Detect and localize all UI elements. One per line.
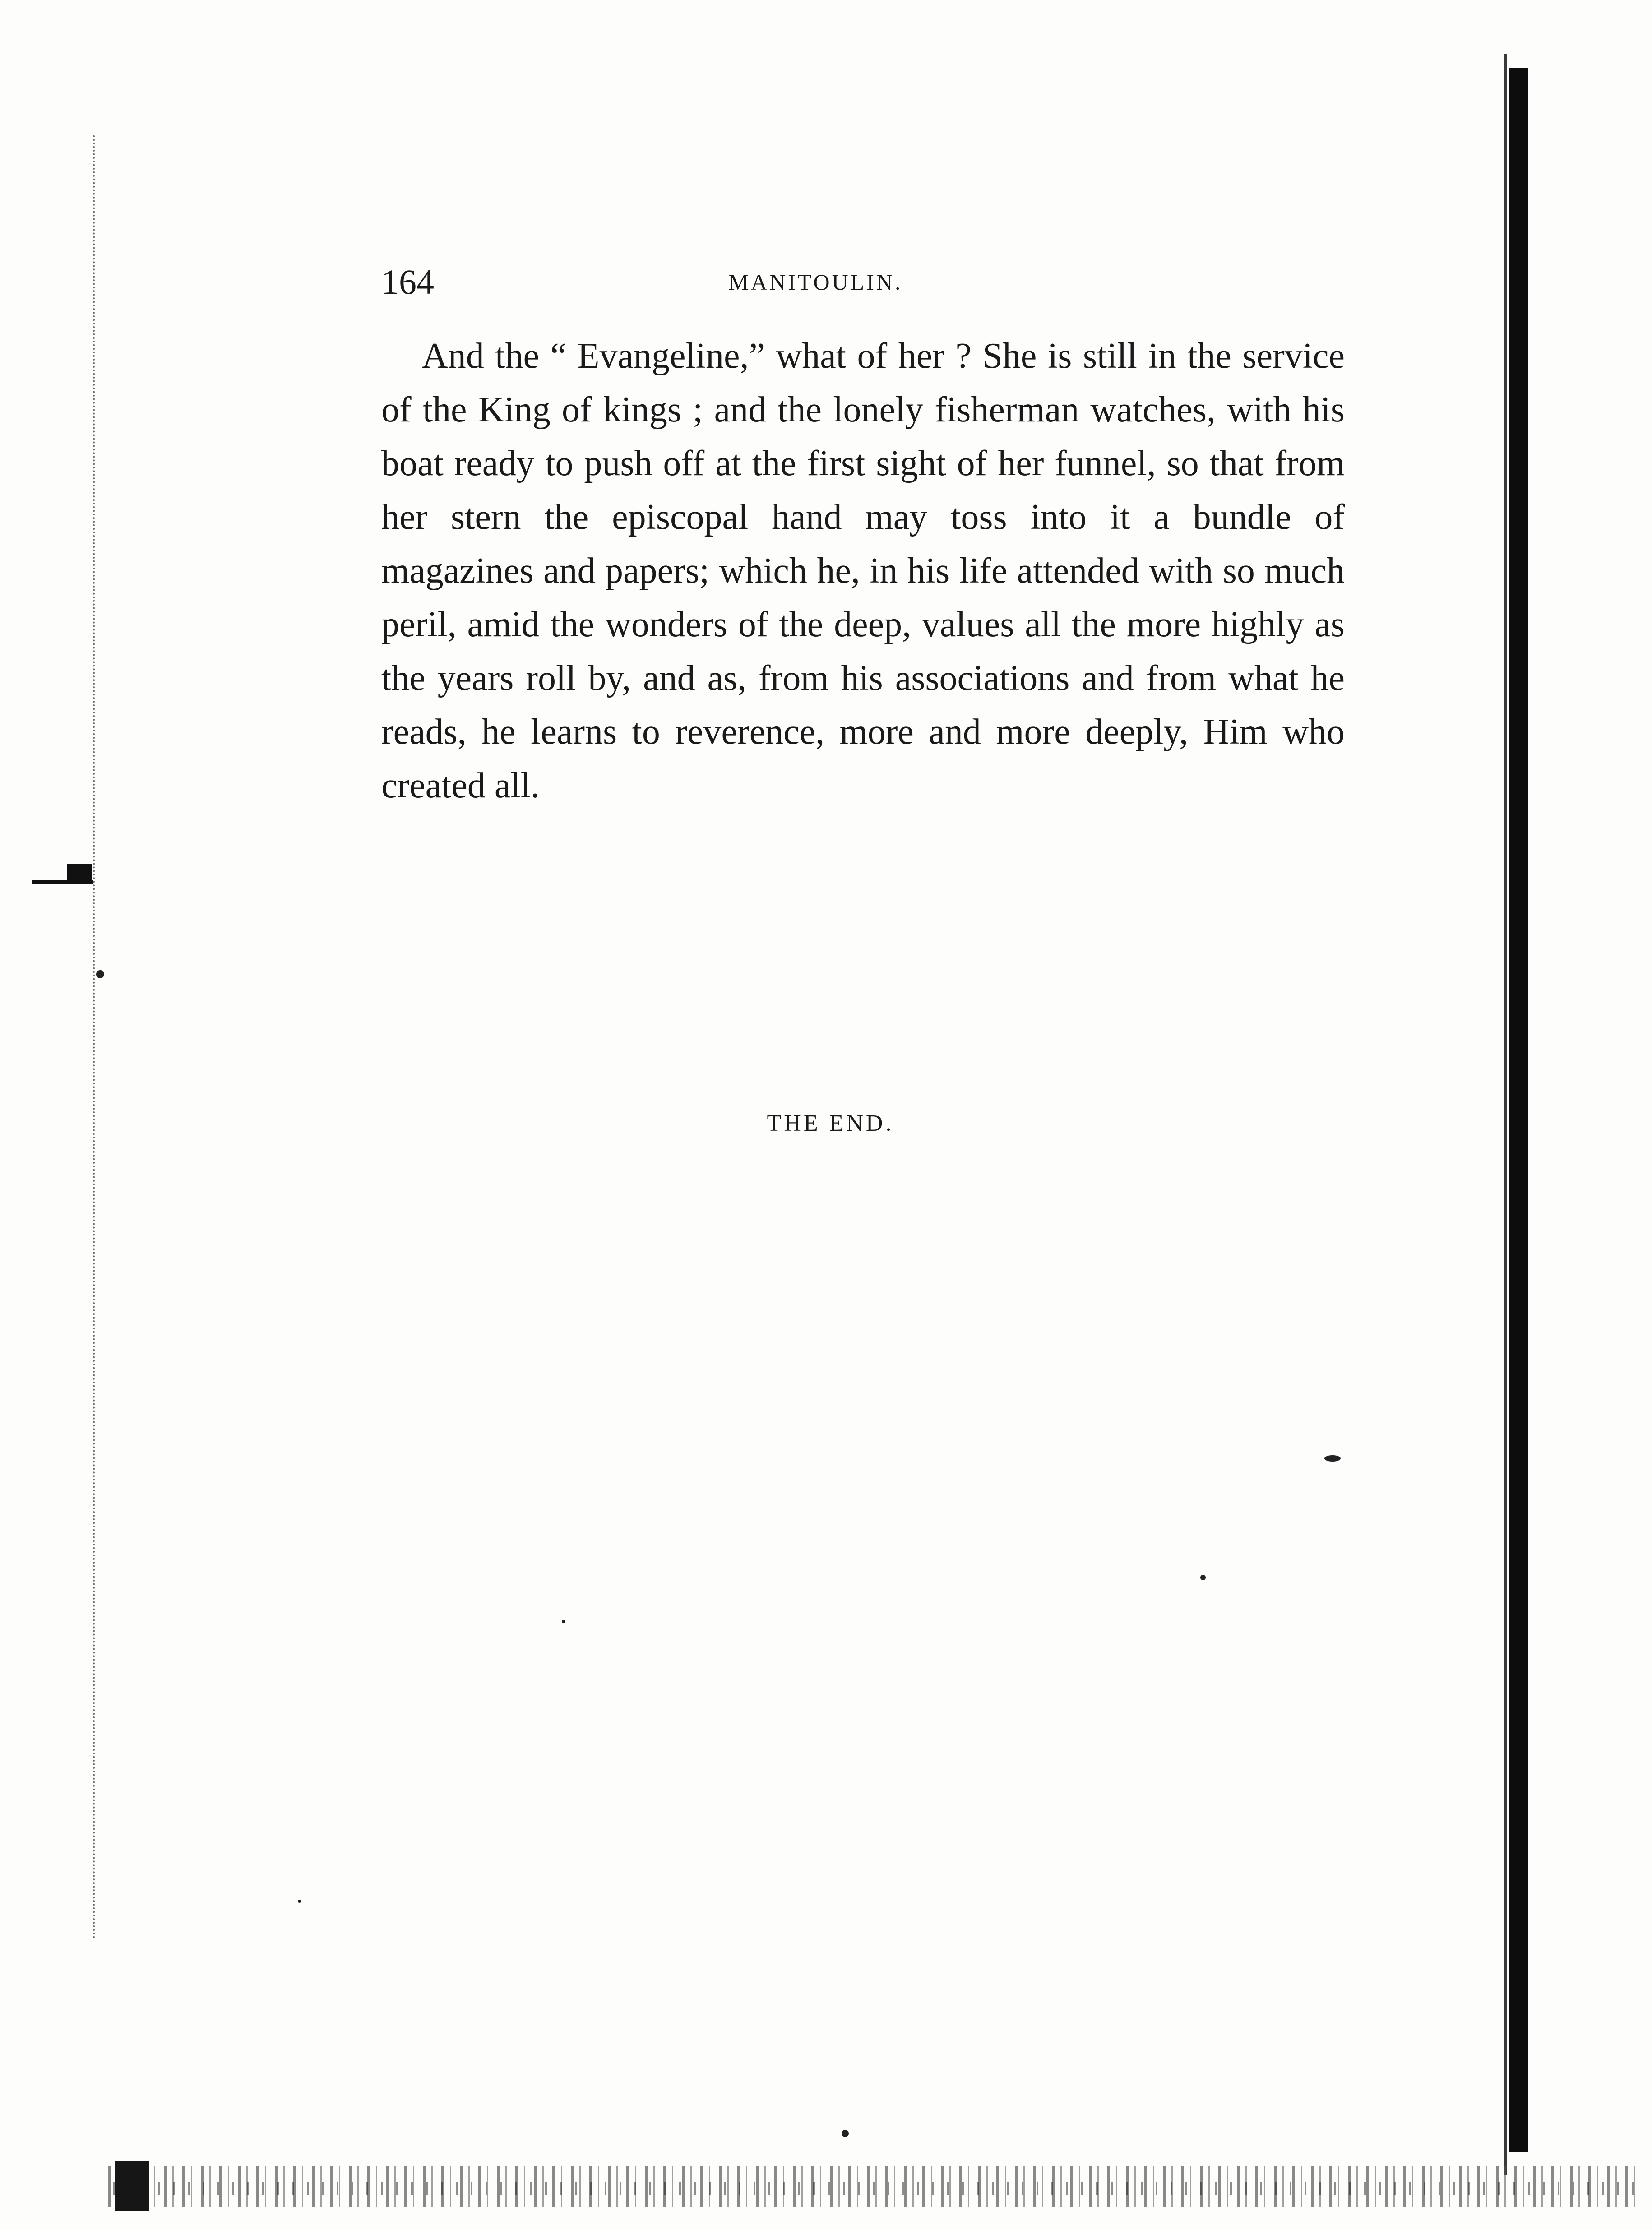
gutter-dotted-line — [93, 135, 95, 1940]
running-head — [381, 257, 1342, 307]
page-number: 164 — [381, 262, 434, 301]
scan-speck — [1324, 1455, 1341, 1462]
running-title: MANITOULIN. — [728, 269, 903, 295]
body-paragraph: And the “ Evangeline,” what of her ? She is still in the service of the King of kings ; and the lonely fisherman watches, with his boat ready to push off at the first sight of her funnel, so that from her stern the episcopal hand may toss into it a bundle of magazines and papers; which he, in his life attended with so much peril, amid the wonders of the deep, values all the more highly as the years roll by, and as, from his associations and from what he reads, he learns to reverence, more and more deeply, Him who created all. — [381, 336, 1345, 805]
bottom-scan-noise-secondary — [108, 2182, 1643, 2195]
scan-speck — [562, 1620, 565, 1623]
scan-speck — [298, 1900, 301, 1903]
gutter-scan-block — [67, 864, 92, 882]
scan-speck — [1200, 1575, 1206, 1580]
scan-speck — [96, 970, 104, 978]
the-end-label: THE END. — [767, 1110, 894, 1136]
scan-speck — [842, 2130, 849, 2137]
bottom-left-scan-block — [115, 2161, 149, 2211]
